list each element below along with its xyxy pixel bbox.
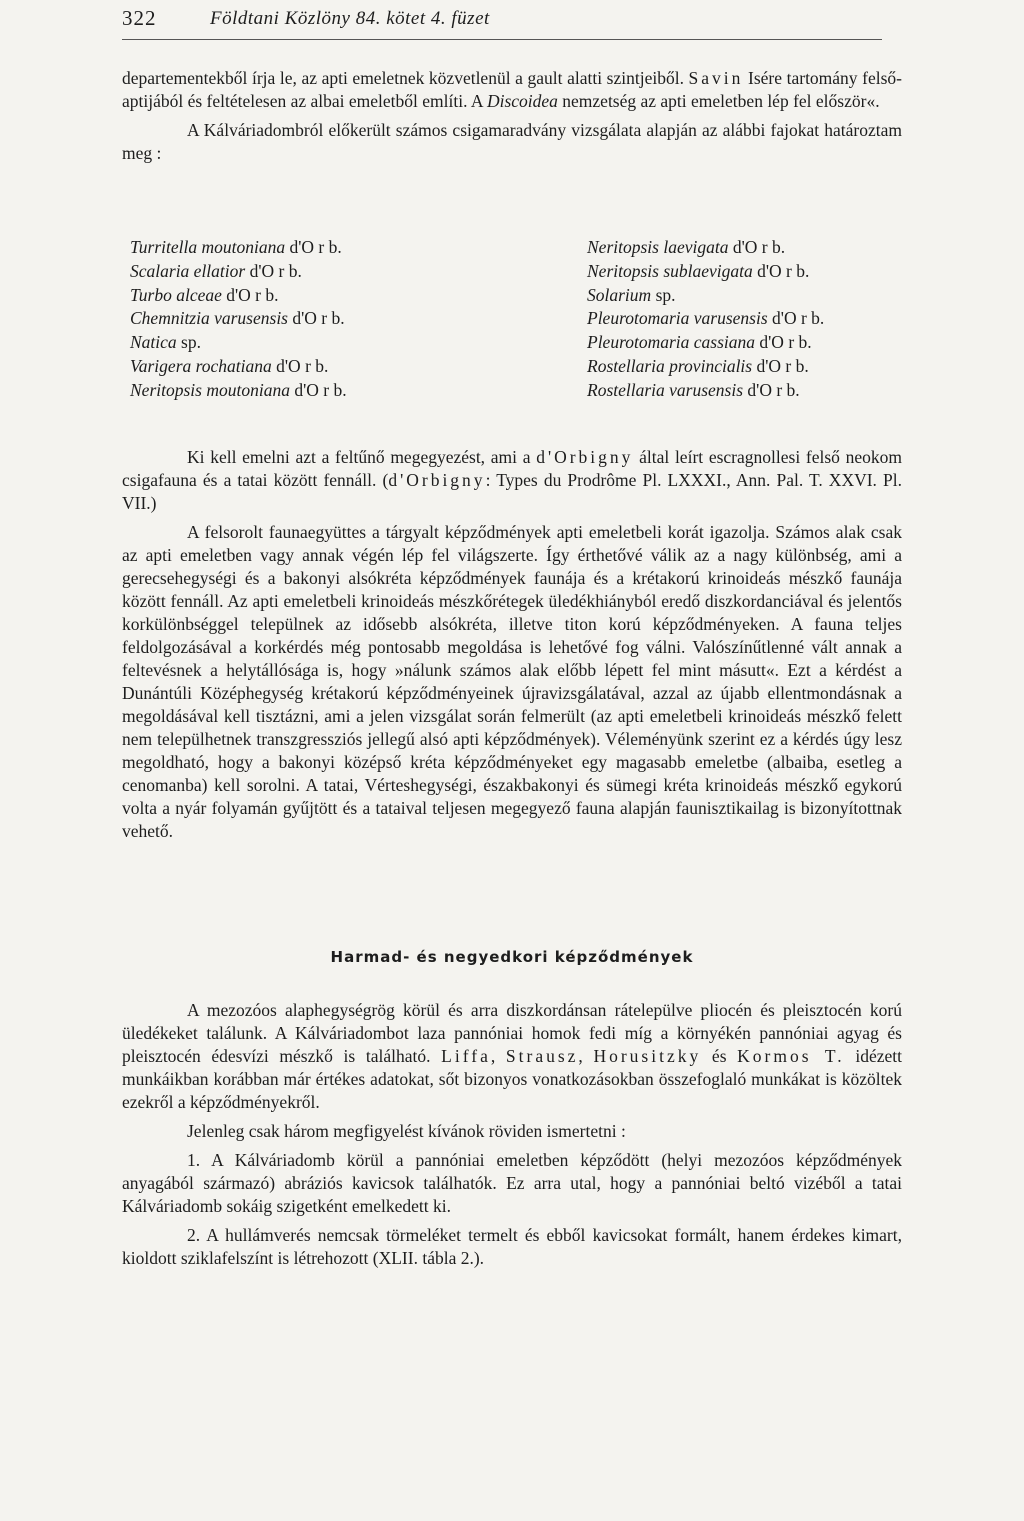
author-name: Strausz [505,1046,579,1066]
species-item: Scalaria ellatior d'O r b. [130,260,302,281]
paragraph-8: 2. A hullámverés nemcsak törmeléket termelt és ebből kavicsokat formált, hanem érdekes kimart, kioldott sziklafelszínt is létrehozott (XLII. tábla 2.). [122,1225,902,1268]
author-name: Horusitzky [593,1046,702,1066]
paragraph-5: A mezozóos alaphegységrög körül és arra diszkordánsan rátelepülve pliocén és pleisztocén korú üledékeket találunk. A Kálváriadombot laza pannóniai homok fedi míg a környékén pannóniai agyag és pleisztocén édesvízi mészkő is található. Liffa, Strausz, Horusitzky és Kormos T. idézett munkáikban korábban már értékes adatokat, sőt bizonyos vonatkozásokban összefoglaló munkákat is közöltek ezekről a képződményekről. [122,1000,902,1112]
section-text [122,999,902,1270]
page-number: 322 [122,6,157,30]
species-item: Solarium sp. [587,284,676,305]
paragraph-7: 1. A Kálváriadomb körül a pannóniai emeletben képződött (helyi mezozóos képződmények anyagából származó) abráziós kavicsok találhatók. Ez arra utal, hogy a pannóniai beltó vizéből a tatai Kálváriadomb sokáig szigetként emelkedett ki. [122,1150,902,1216]
author-name: d'Orbigny [536,447,634,467]
author-name: Liffa [441,1046,491,1066]
discussion-text [122,446,902,843]
header-rule [122,39,882,40]
intro-text [122,67,902,165]
author-name: Savin [688,68,744,88]
section-heading: Harmad- és negyedkori képződmények [330,948,694,966]
species-item: Rostellaria provincialis d'O r b. [587,355,809,376]
species-list-left [130,236,347,403]
species-item: Rostellaria varusensis d'O r b. [587,379,800,400]
journal-title: Földtani Közlöny 84. kötet 4. füzet [210,8,490,29]
paragraph-6: Jelenleg csak három megfigyelést kívánok röviden ismertetni : [187,1121,626,1141]
paragraph-2: A Kálváriadombról előkerült számos csigamaradvány vizsgálata alapján az alábbi fajokat határoztam meg : [122,120,902,163]
author-name: d'Orbigny [388,470,486,490]
species-item: Varigera rochatiana d'O r b. [130,355,329,376]
species-item: Neritopsis laevigata d'O r b. [587,237,786,257]
paragraph-3: Ki kell emelni azt a feltűnő megegyezést, ami a d'Orbigny által leírt escragnollesi felső neokom csigafauna és a tatai között fennáll. (d'Orbigny: Types du Prodrôme Pl. LXXXI., Ann. Pal. T. XXVI. Pl. VII.) [122,447,902,513]
species-item: Neritopsis sublaevigata d'O r b. [587,260,810,281]
running-head [122,6,902,36]
species-item: Turbo alceae d'O r b. [130,284,279,305]
paragraph-4: A felsorolt faunaegyüttes a tárgyalt képződmények apti emeletbeli korát igazolja. Számos alak csak az apti emeletben vagy annak végén lép fel világszerte. Így érthetővé válik az a nagy különbség, ami a gerecsehegységi és a bakonyi alsókréta képződmények faunája és a krétakorú krinoideás mészkő faunája között fennáll. Az apti emeletbeli krinoideás mészkőrétegek üledékhiányból eredő diszkordanciával és jelentős korkülönbséggel települnek az idősebb alsókréta, illetve titon korú képződményeken. A fauna teljes feldolgozásával a korkérdés még pontosabb megoldása is lehetővé fog válni. Valószínűtlenné vált annak a feltevésnek a helytállósága is, hogy »nálunk számos alak előbb lépett fel mint másutt«. Ezt a kérdést a Dunántúli Középhegység krétakorú képződményeinek újravizsgálatával, azzal az újabb ellentmondásnak a megoldásával kell tisztázni, ami a jelen vizsgálat során felmerült (az apti emeletbeli krinoideás mészkő felett nem települhetnek transzgressziós jellegű alsó apti képződmények). Véleményünk szerint ez a kérdés úgy lesz megoldható, hogy a bakonyi középső kréta képződményeket egy magasabb emeletbe (albaiba, esetleg a cenomanba) kell sorolni. A tatai, Vérteshegységi, északbakonyi és sümegi kréta krinoideás mészkő egykorú volta a nyár folyamán gyűjtött és a tataival teljesen megegyező fauna alapján faunisztikailag is bizonyítottnak vehető. [122,522,902,841]
species-item: Chemnitzia varusensis d'O r b. [130,308,345,329]
species-item: Natica sp. [130,332,201,353]
author-name: Kormos T. [737,1046,845,1066]
species-item: Pleurotomaria cassiana d'O r b. [587,332,812,353]
species-item: Neritopsis moutoniana d'O r b. [130,379,347,400]
paragraph-1: departementekből írja le, az apti emeletnek közvetlenül a gault alatti szintjeiből. Savin Isére tartomány felső-aptijából és feltételesen az albai emeletből említi. A Discoidea nemzetség az apti emeletben lép fel először«. [122,68,902,111]
species-list-right [587,236,824,403]
species-item: Turritella moutoniana d'O r b. [130,237,342,257]
genus-name: Discoidea [486,91,558,111]
species-item: Pleurotomaria varusensis d'O r b. [587,308,825,329]
